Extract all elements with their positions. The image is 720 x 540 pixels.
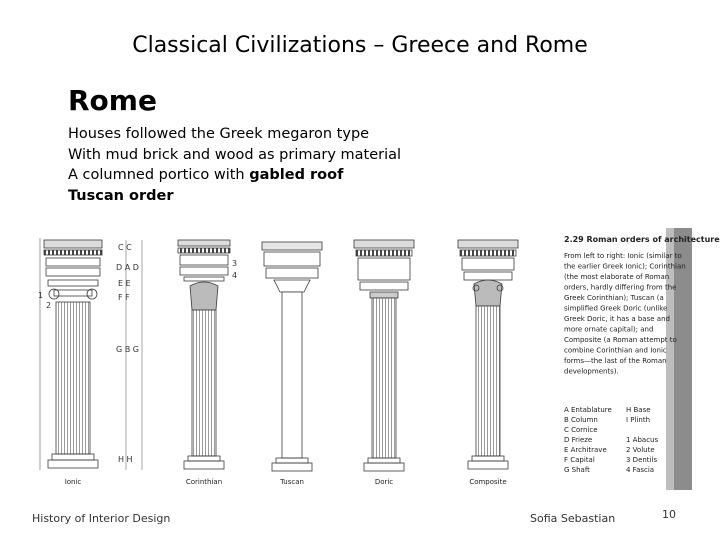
bullet-bold-text: Tuscan order	[68, 187, 174, 204]
legend-entry: D Frieze	[564, 436, 593, 444]
legend-right	[626, 406, 658, 474]
legend-entry: A Entablature	[564, 406, 612, 414]
doric-column	[354, 240, 414, 471]
column-label-doric: Doric	[374, 478, 394, 486]
side-number: 2	[46, 301, 52, 310]
bullet-line-1	[68, 124, 401, 145]
slide-title: Classical Civilizations – Greece and Rome	[132, 33, 588, 58]
roman-orders-figure	[36, 228, 720, 490]
legend-entry: 2 Volute	[626, 446, 655, 454]
part-letters-row: F F	[118, 293, 130, 302]
column-label-tuscan: Tuscan	[280, 478, 304, 486]
page-number: 10	[662, 508, 676, 521]
legend-entry: E Architrave	[564, 446, 607, 454]
legend-entry: 3 Dentils	[626, 456, 658, 464]
part-letters-row: H H	[118, 455, 133, 464]
caption-title: 2.29 Roman orders of architecture	[564, 235, 720, 244]
legend-entry: I Plinth	[626, 416, 651, 424]
section-heading: Rome	[68, 84, 157, 117]
column-label-composite: Composite	[469, 478, 507, 486]
column-label-corinthian: Corinthian	[185, 478, 223, 486]
caption-line: combine Corinthian and Ionic	[564, 346, 667, 355]
part-letters-row: E E	[118, 279, 131, 288]
tuscan-column	[262, 242, 322, 471]
bullet-text: Houses followed the Greek megaron type	[68, 126, 370, 142]
legend-entry: F Capital	[564, 456, 595, 464]
footer-author: Sofia Sebastian	[530, 512, 616, 525]
bullet-list	[68, 124, 401, 206]
caption-line: Greek Doric, it has a base and	[564, 315, 670, 323]
side-number: 4	[232, 271, 238, 280]
caption-line: From left to right: Ionic (similar to	[564, 252, 682, 260]
caption-line: simplified Greek Doric (unlike	[564, 304, 668, 313]
legend-entry: C Cornice	[564, 426, 598, 434]
figure-caption	[564, 228, 720, 490]
bullet-text: A columned portico with	[68, 167, 250, 183]
legend-entry: 4 Fascia	[626, 466, 655, 474]
bullet-text: With mud brick and wood as primary material	[68, 146, 402, 163]
caption-line: Composite (a Roman attempt to	[564, 336, 677, 344]
caption-line: developments).	[564, 367, 619, 376]
bullet-line-4	[68, 186, 401, 207]
legend-entry: B Column	[564, 416, 598, 424]
side-number: 1	[38, 291, 44, 300]
footer-course-title: History of Interior Design	[32, 512, 171, 525]
part-letters-row: C C	[118, 243, 132, 252]
column-label-ionic: Ionic	[64, 478, 82, 486]
roman-orders-drawing	[36, 228, 720, 490]
legend-left	[564, 406, 612, 474]
bullet-line-3	[68, 165, 401, 186]
part-letters-row: D A D	[116, 263, 139, 272]
ionic-column	[40, 238, 102, 470]
caption-line: more ornate capital); and	[564, 325, 654, 334]
part-letters-row: G B G	[116, 345, 139, 354]
caption-line: orders, hardly differing from the	[564, 283, 677, 292]
caption-line: Greek Corinthian); Tuscan (a	[564, 294, 664, 302]
caption-line: forms—the last of the Roman	[564, 357, 667, 365]
side-number: 3	[232, 259, 238, 268]
composite-column	[458, 240, 518, 469]
bullet-bold-text: gabled roof	[249, 167, 344, 183]
caption-line: (the most elaborate of Roman	[564, 273, 670, 281]
legend-entry: 1 Abacus	[626, 436, 659, 444]
corinthian-column	[178, 240, 230, 469]
caption-line: the earlier Greek Ionic); Corinthian	[564, 262, 686, 271]
bullet-line-2	[68, 145, 401, 166]
legend-entry: H Base	[626, 406, 651, 414]
legend-entry: G Shaft	[564, 466, 590, 474]
